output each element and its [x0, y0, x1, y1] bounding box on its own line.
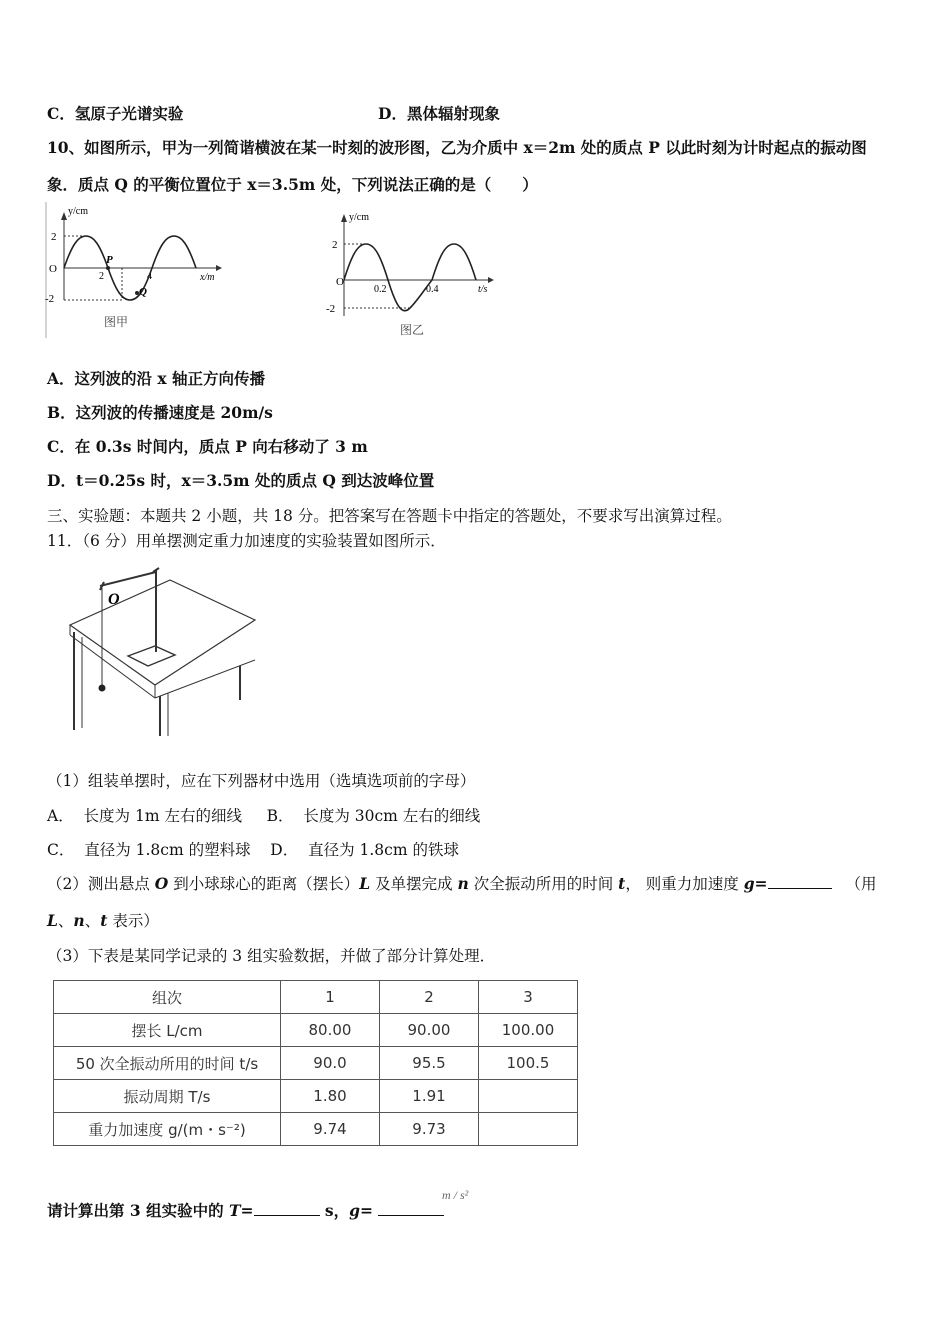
jia-tick-y-neg: -2 — [45, 293, 55, 305]
q10-option-c: C．在 0.3s 时间内，质点 P 向右移动了 3 m — [47, 437, 368, 456]
table-header-cell: 3 — [479, 981, 578, 1014]
q11-final-line: 请计算出第 3 组实验中的 T= s，g= — [47, 1199, 444, 1221]
figure-jia-wave — [44, 200, 224, 340]
yi-tick-y-neg: -2 — [326, 303, 336, 315]
jia-caption: 图甲 — [104, 315, 129, 329]
figure-yi-vibration — [326, 208, 506, 340]
table-header-cell: 1 — [281, 981, 380, 1014]
jia-tick-y-pos: 2 — [51, 231, 57, 243]
table-row-label: 重力加速度 g/(m・s⁻²) — [54, 1113, 281, 1146]
table-row — [54, 1080, 578, 1113]
experiment-data-table — [53, 980, 578, 1146]
table-cell — [479, 1080, 578, 1113]
jia-origin: O — [49, 263, 57, 275]
table-row — [54, 1047, 578, 1080]
q10-option-a: A．这列波的沿 x 轴正方向传播 — [47, 369, 266, 388]
table-row — [54, 1014, 578, 1047]
table-header-cell: 组次 — [54, 981, 281, 1014]
table-cell: 95.5 — [380, 1047, 479, 1080]
table-cell: 90.00 — [380, 1014, 479, 1047]
apparatus-label-o: O — [108, 591, 120, 608]
table-header-cell: 2 — [380, 981, 479, 1014]
jia-tick-x2: 4 — [147, 271, 152, 282]
jia-point-p: P — [106, 254, 113, 266]
yi-tick-x1: 0.2 — [374, 284, 387, 295]
table-header-row — [54, 981, 578, 1014]
table-cell: 100.5 — [479, 1047, 578, 1080]
yi-tick-x2: 0.4 — [426, 284, 439, 295]
table-row-label: 50 次全振动所用的时间 t/s — [54, 1047, 281, 1080]
q11-part2-line2: L、n、t 表示） — [47, 911, 159, 930]
part2-o: O — [154, 874, 169, 893]
jia-tick-x1: 2 — [99, 271, 104, 282]
jia-point-q: Q — [139, 286, 147, 298]
q11-part2-line1: （2）测出悬点 O 到小球球心的距离（摆长）L 及单摆完成 n 次全振动所用的时间 t， 则重力加速度 g= （用 — [47, 874, 877, 893]
table-cell: 9.74 — [281, 1113, 380, 1146]
yi-caption: 图乙 — [400, 323, 425, 337]
q9-option-c: C．氢原子光谱实验 — [47, 104, 184, 123]
q11-part1-cd: C． 直径为 1.8cm 的塑料球 D． 直径为 1.8cm 的铁球 — [47, 841, 459, 859]
yi-y-label: y/cm — [349, 212, 369, 223]
table-cell: 100.00 — [479, 1014, 578, 1047]
q10-stem-line2: 象．质点 Q 的平衡位置位于 x＝3.5m 处，下列说法正确的是（ ） — [47, 175, 538, 194]
yi-vibration-curve — [344, 244, 476, 311]
section3-heading: 三、实验题：本题共 2 小题，共 18 分。把答案写在答题卡中指定的答题处，不要求写出演算过程。 — [47, 507, 732, 525]
q10-option-b: B．这列波的传播速度是 20m/s — [47, 403, 273, 422]
table-cell: 80.00 — [281, 1014, 380, 1047]
q11-part3: （3）下表是某同学记录的 3 组实验数据，并做了部分计算处理． — [47, 947, 496, 965]
q10-stem-line1: 10、如图所示，甲为一列简谐横波在某一时刻的波形图，乙为介质中 x＝2m 处的质点 P 以此时刻为计时起点的振动图 — [47, 138, 867, 157]
part2-l: L — [359, 874, 371, 893]
q11-part1-ab: A． 长度为 1m 左右的细线 B． 长度为 30cm 左右的细线 — [47, 807, 481, 825]
q9-option-d: D．黑体辐射现象 — [378, 104, 500, 123]
pendulum-apparatus-figure — [60, 560, 260, 740]
q11-stem: 11．（6 分）用单摆测定重力加速度的实验装置如图所示． — [47, 532, 446, 550]
table-cell: 1.80 — [281, 1080, 380, 1113]
q11-part1: （1）组装单摆时，应在下列器材中选用（选填选项前的字母） — [47, 772, 476, 790]
part2-g: g — [743, 874, 755, 893]
table-row-label: 摆长 L/cm — [54, 1014, 281, 1047]
part2-t: t — [618, 874, 626, 893]
table-cell: 9.73 — [380, 1113, 479, 1146]
yi-origin: O — [336, 276, 344, 288]
q10-option-d: D．t＝0.25s 时，x＝3.5m 处的质点 Q 到达波峰位置 — [47, 471, 435, 490]
table-cell — [479, 1113, 578, 1146]
final-g: g — [349, 1201, 360, 1220]
table-cell: 1.91 — [380, 1080, 479, 1113]
unit-m-per-s2: m / s² — [442, 1188, 469, 1202]
answer-blank-g[interactable] — [768, 888, 832, 889]
final-t: T — [228, 1201, 241, 1220]
table-row — [54, 1113, 578, 1146]
answer-blank-g3[interactable] — [378, 1215, 444, 1216]
jia-y-label: y/cm — [68, 206, 88, 217]
part2-n: n — [457, 874, 469, 893]
yi-tick-y-pos: 2 — [332, 239, 338, 251]
jia-x-label: x/m — [200, 272, 215, 283]
table-cell: 90.0 — [281, 1047, 380, 1080]
table-row-label: 振动周期 T/s — [54, 1080, 281, 1113]
yi-x-label: t/s — [478, 284, 488, 295]
answer-blank-t[interactable] — [254, 1215, 320, 1216]
